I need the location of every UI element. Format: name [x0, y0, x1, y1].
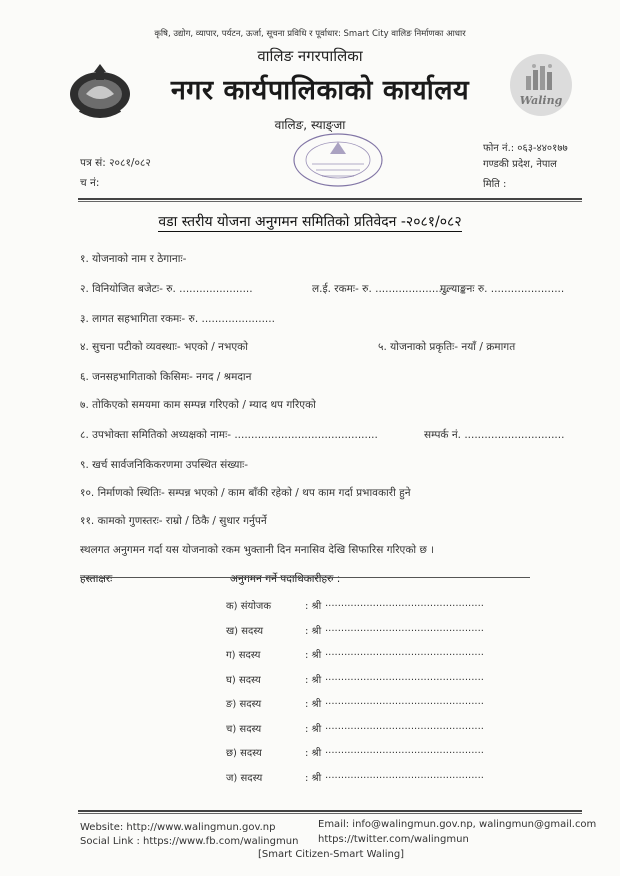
item-public-audit-attendance: ९. खर्च सार्वजनिकिकरणमा उपस्थित संख्याः- [80, 459, 249, 471]
recommendation-text: स्थलगत अनुगमन गर्दा यस योजनाको रकम भुक्तानी दिन मनासिव देखि सिफारिस गरिएको छ । [80, 544, 435, 556]
item-work-quality: ११. कामको गुणस्तरः- राम्रो / ठिकै / सुधार गर्नुपर्ने [80, 515, 267, 527]
item-info-board: ४. सुचना पटीको व्यवस्थाः- भएको / नभएको [80, 341, 248, 353]
header-divider [78, 198, 582, 200]
signature-divider [80, 577, 530, 578]
signature-blank: .................................................. [325, 671, 484, 683]
district-address: वालिङ, स्याङ्जा [274, 118, 346, 132]
footer-divider [78, 810, 582, 812]
footer-twitter: https://twitter.com/walingmun [318, 834, 469, 845]
signature-prefix: : श्री [305, 650, 322, 661]
date-label: मिति : [483, 179, 507, 190]
footer-slogan: [Smart Citizen-Smart Waling] [258, 849, 405, 860]
signature-blank: .................................................. [325, 647, 484, 658]
signature-role: ज) सदस्य [226, 772, 263, 784]
signature-role: च) सदस्य [226, 723, 262, 735]
item-cost-sharing: ३. लागत सहभागिता रकमः- रु. ...................... [80, 313, 275, 325]
report-title [0, 212, 620, 231]
office-title: नगर कार्यपालिकाको कार्यालय [170, 75, 470, 106]
tagline: कृषि, उद्योग, व्यापार, पर्यटन, ऊर्जा, सूचना प्रविधि र पूर्वाधार: Smart City वालिङ निर्माणका आधार [154, 29, 466, 39]
signature-prefix: : श्री [305, 699, 322, 710]
item-committee-chair: ८. उपभोक्ता समितिको अध्यक्षको नामः- ........................................... [80, 429, 378, 441]
signature-prefix: : श्री [305, 601, 322, 612]
phone-number: फोन नं.: ०६३-४४०१७७ [483, 143, 568, 154]
signature-prefix: : श्री [305, 625, 322, 637]
signature-prefix: : श्री [305, 772, 322, 784]
item-contact-number: सम्पर्क नं. .............................. [424, 429, 565, 441]
signature-prefix: : श्री [305, 748, 322, 759]
signature-role: ग) सदस्य [226, 650, 261, 661]
report-title-text: वडा स्तरीय योजना अनुगमन समितिको प्रतिवेदन -२०८१/०८२ [158, 214, 462, 230]
item-scheme-type: ५. योजनाको प्रकृतिः- नयाँ / क्रमागत [378, 341, 516, 353]
signature-role: घ) सदस्य [226, 674, 261, 686]
item-estimate-amount: ल.ई. रकमः- रु. ...................... [312, 283, 449, 295]
signature-blank: .................................................. [325, 720, 484, 732]
item-completion-time: ७. तोकिएको समयमा काम सम्पन्न गरिएको / म्याद थप गरिएको [80, 399, 316, 411]
signature-blank: .................................................. [325, 622, 484, 634]
item-construction-status: १०. निर्माणको स्थितिः- सम्पन्न भएको / काम बाँकी रहेको / थप काम गर्दा प्रभावकारी हुने [80, 487, 411, 499]
smart-waling-logo [510, 54, 572, 116]
province: गण्डकी प्रदेश, नेपाल [483, 159, 557, 170]
letter-number: पत्र सं: २०८१/०८२ [80, 157, 151, 169]
signature-label: हस्ताक्षरः [80, 573, 113, 585]
signature-role: ङ) सदस्य [226, 699, 262, 710]
footer-email: Email: info@walingmun.gov.np, walingmun@gmail.com [318, 819, 597, 830]
government-emblem-icon [66, 60, 134, 122]
municipality-name: वालिङ नगरपालिका [257, 47, 363, 65]
signature-prefix: : श्री [305, 723, 322, 735]
dispatch-number: च नं: [80, 177, 100, 189]
official-stamp-icon [290, 130, 386, 190]
item-scheme-name: १. योजनाको नाम र ठेगानाः- [80, 253, 187, 265]
footer-divider-thin [78, 813, 582, 814]
signature-blank: .................................................. [325, 696, 484, 707]
header-divider-thin [78, 201, 582, 202]
footer-website: Website: http://www.walingmun.gov.np [80, 822, 276, 833]
signature-role: ख) सदस्य [226, 625, 264, 637]
footer-social: Social Link : https://www.fb.com/walingmun [80, 836, 299, 847]
signature-role: क) संयोजक [226, 601, 272, 612]
city-skyline-icon [524, 62, 558, 92]
signature-blank: .................................................. [325, 769, 484, 781]
signature-prefix: : श्री [305, 674, 322, 686]
officials-label: अनुगमन गर्ने पदाधिकारीहरु : [230, 573, 341, 585]
signature-blank: .................................................. [325, 745, 484, 756]
item-participation-type: ६. जनसहभागिताको किसिमः- नगद / श्रमदान [80, 371, 252, 383]
item-allocated-budget: २. विनियोजित बजेटः- रु. ...................... [80, 283, 253, 295]
signature-role: छ) सदस्य [226, 748, 262, 759]
logo-text: Waling [519, 94, 563, 107]
item-valuation: मुल्याङ्कनः रु. ...................... [440, 283, 565, 295]
signature-blank: .................................................. [325, 598, 484, 609]
